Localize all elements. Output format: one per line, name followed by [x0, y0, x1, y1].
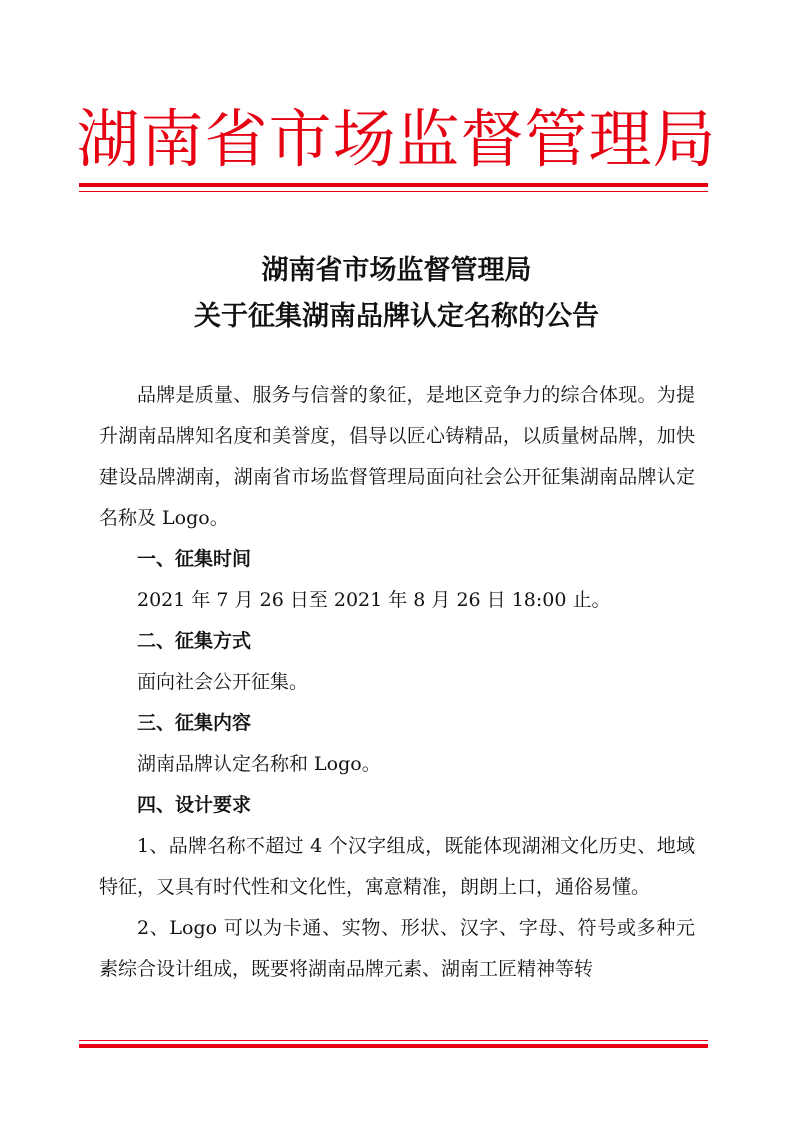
- letterhead-rule-thin: [79, 191, 708, 192]
- document-title-line2: 关于征集湖南品牌认定名称的公告: [194, 301, 599, 332]
- intro-paragraph: 品牌是质量、服务与信誉的象征，是地区竞争力的综合体现。为提升湖南品牌知名度和美誉度，倡导以匠心铸精品，以质量树品牌，加快建设品牌湖南，湖南省市场监督管理局面向社会公开征集湖南品牌认定名称及 Logo。: [99, 384, 695, 529]
- letterhead-org-name: 湖南省市场监督管理局: [76, 103, 717, 176]
- section-heading-requirements: 四、设计要求: [137, 794, 252, 816]
- document-title-line1: 湖南省市场监督管理局: [261, 255, 532, 286]
- section-heading-method: 二、征集方式: [137, 630, 252, 652]
- section-heading-content: 三、征集内容: [137, 712, 252, 734]
- section-heading-time: 一、征集时间: [137, 548, 252, 570]
- document-body: [99, 375, 695, 990]
- requirement-item-2: 2、Logo 可以为卡通、实物、形状、汉字、字母、符号或多种元素综合设计组成，既要将湖南品牌元素、湖南工匠精神等转: [99, 917, 695, 980]
- letterhead-rule-thick: [79, 183, 708, 187]
- footer-rule-thin: [79, 1040, 708, 1041]
- section-text-content: 湖南品牌认定名称和 Logo。: [137, 753, 381, 775]
- section-text-time: 2021 年 7 月 26 日至 2021 年 8 月 26 日 18:00 止。: [137, 589, 611, 611]
- section-text-method: 面向社会公开征集。: [137, 671, 309, 693]
- footer-rule-thick: [79, 1044, 708, 1048]
- requirement-item-1: 1、品牌名称不超过 4 个汉字组成，既能体现湖湘文化历史、地域特征，又具有时代性和文化性，寓意精准，朗朗上口，通俗易懂。: [99, 835, 695, 898]
